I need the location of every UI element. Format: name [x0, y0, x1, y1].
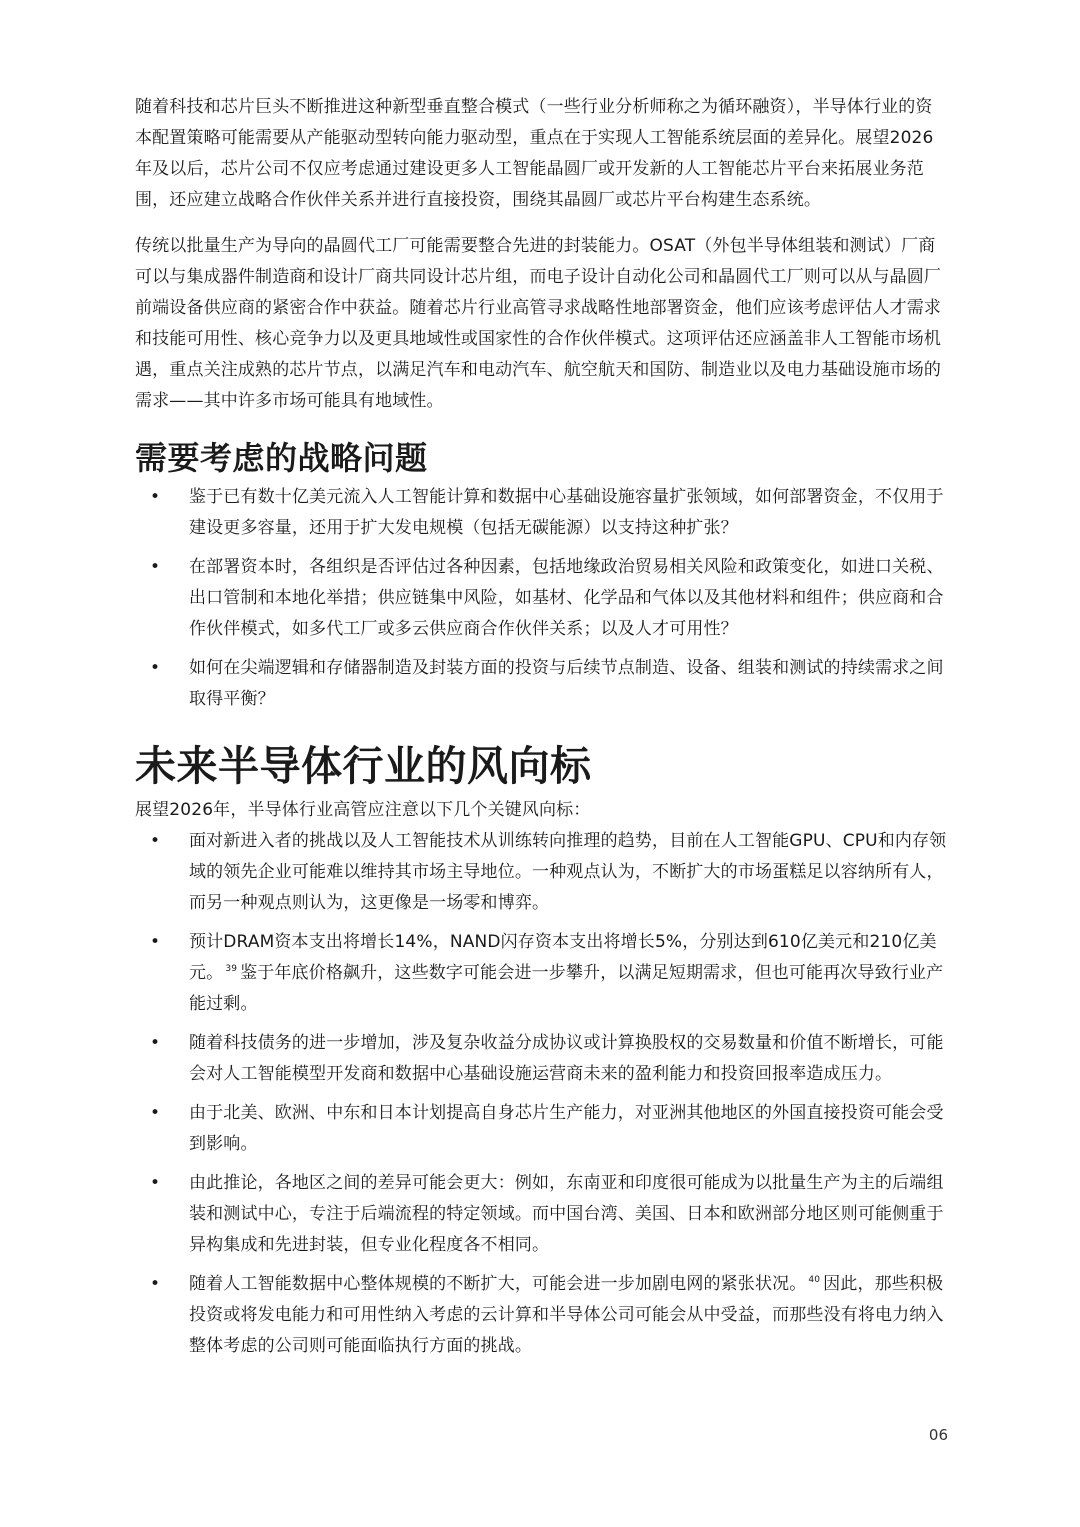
bullet-icon: •: [150, 487, 161, 507]
list-item-text: 由此推论，各地区之间的差异可能会更大：例如，东南亚和印度很可能成为以批量生产为主的后端组装和测试中心，专注于后端流程的特定领域。而中国台湾、美国、日本和欧洲部分地区则可能侧重于异构集成和先进封装，但专业化程度各不相同。: [189, 1173, 944, 1255]
list-item: [135, 1269, 947, 1362]
bullet-icon: •: [150, 658, 161, 678]
bullet-icon: •: [150, 1274, 161, 1294]
bullet-icon: •: [150, 1103, 161, 1123]
weathervanes-intro: 展望2026年，半导体行业高管应注意以下几个关键风向标：: [135, 800, 591, 820]
list-item: [135, 653, 947, 715]
bullet-icon: •: [150, 932, 161, 952]
list-item: [135, 1028, 947, 1090]
bullet-icon: •: [150, 557, 161, 577]
weathervanes-heading: 未来半导体行业的风向标: [135, 742, 592, 790]
list-item-text: 如何在尖端逻辑和存储器制造及封装方面的投资与后续节点制造、设备、组装和测试的持续需求之间取得平衡？: [189, 658, 944, 709]
strategic-questions-list: [135, 482, 947, 715]
list-item-text-after: 鉴于年底价格飙升，这些数字可能会进一步攀升，以满足短期需求，但也可能再次导致行业产能过剩。: [189, 963, 944, 1014]
weathervanes-list: [135, 826, 947, 1362]
list-item-text: 面对新进入者的挑战以及人工智能技术从训练转向推理的趋势，目前在人工智能GPU、CPU和内存领域的领先企业可能难以维持其市场主导地位。一种观点认为，不断扩大的市场蛋糕足以容纳所有人，而另一种观点则认为，这更像是一场零和博弈。: [189, 831, 947, 913]
bullet-icon: •: [150, 831, 161, 851]
list-item: [135, 1098, 947, 1160]
list-item: [135, 482, 947, 544]
footnote-ref-40[interactable]: 40: [808, 1275, 821, 1285]
strategic-questions-heading: 需要考虑的战略问题: [135, 439, 428, 477]
list-item-text-before: 随着人工智能数据中心整体规模的不断扩大，可能会进一步加剧电网的紧张状况。: [189, 1274, 807, 1294]
bullet-icon: •: [150, 1173, 161, 1193]
list-item: [135, 927, 947, 1020]
bullet-icon: •: [150, 1033, 161, 1053]
paragraph-integration-strategy: 随着科技和芯片巨头不断推进这种新型垂直整合模式（一些行业分析师称之为循环融资），半导体行业的资本配置策略可能需要从产能驱动型转向能力驱动型，重点在于实现人工智能系统层面的差异化。展望2026年及以后，芯片公司不仅应考虑通过建设更多人工智能晶圆厂或开发新的人工智能芯片平台来拓展业务范围，还应建立战略合作伙伴关系并进行直接投资，围绕其晶圆厂或芯片平台构建生态系统。: [135, 97, 934, 210]
list-item: [135, 1168, 947, 1261]
list-item-text: 在部署资本时，各组织是否评估过各种因素，包括地缘政治贸易相关风险和政策变化，如进口关税、出口管制和本地化举措；供应链集中风险，如基材、化学品和气体以及其他材料和组件；供应商和合作伙伴模式，如多代工厂或多云供应商合作伙伴关系；以及人才可用性？: [189, 557, 944, 639]
page-content: [135, 92, 947, 1362]
list-item-text: 随着科技债务的进一步增加，涉及复杂收益分成协议或计算换股权的交易数量和价值不断增长，可能会对人工智能模型开发商和数据中心基础设施运营商未来的盈利能力和投资回报率造成压力。: [189, 1033, 944, 1084]
list-item: [135, 826, 947, 919]
list-item-text-before: 预计DRAM资本支出将增长14%，NAND闪存资本支出将增长5%，分别达到610亿美元和210亿美元。: [189, 932, 937, 983]
list-item-text: 由于北美、欧洲、中东和日本计划提高自身芯片生产能力，对亚洲其他地区的外国直接投资可能会受到影响。: [189, 1103, 944, 1154]
paragraph-foundry-packaging: 传统以批量生产为导向的晶圆代工厂可能需要整合先进的封装能力。OSAT（外包半导体组装和测试）厂商可以与集成器件制造商和设计厂商共同设计芯片组，而电子设计自动化公司和晶圆代工厂则可以从与晶圆厂前端设备供应商的紧密合作中获益。随着芯片行业高管寻求战略性地部署资金，他们应该考虑评估人才需求和技能可用性、核心竞争力以及更具地域性或国家性的合作伙伴模式。这项评估还应涵盖非人工智能市场机遇，重点关注成熟的芯片节点，以满足汽车和电动汽车、航空航天和国防、制造业以及电力基础设施市场的需求——其中许多市场可能具有地域性。: [135, 236, 942, 411]
page-number: 06: [928, 1426, 948, 1444]
list-item: [135, 552, 947, 645]
list-item-text: 鉴于已有数十亿美元流入人工智能计算和数据中心基础设施容量扩张领域，如何部署资金，不仅用于建设更多容量，还用于扩大发电规模（包括无碳能源）以支持这种扩张？: [189, 487, 944, 538]
footnote-ref-39[interactable]: 39: [225, 964, 238, 974]
list-item-text-after: 因此，那些积极投资或将发电能力和可用性纳入考虑的云计算和半导体公司可能会从中受益，而那些没有将电力纳入整体考虑的公司则可能面临执行方面的挑战。: [189, 1274, 944, 1356]
